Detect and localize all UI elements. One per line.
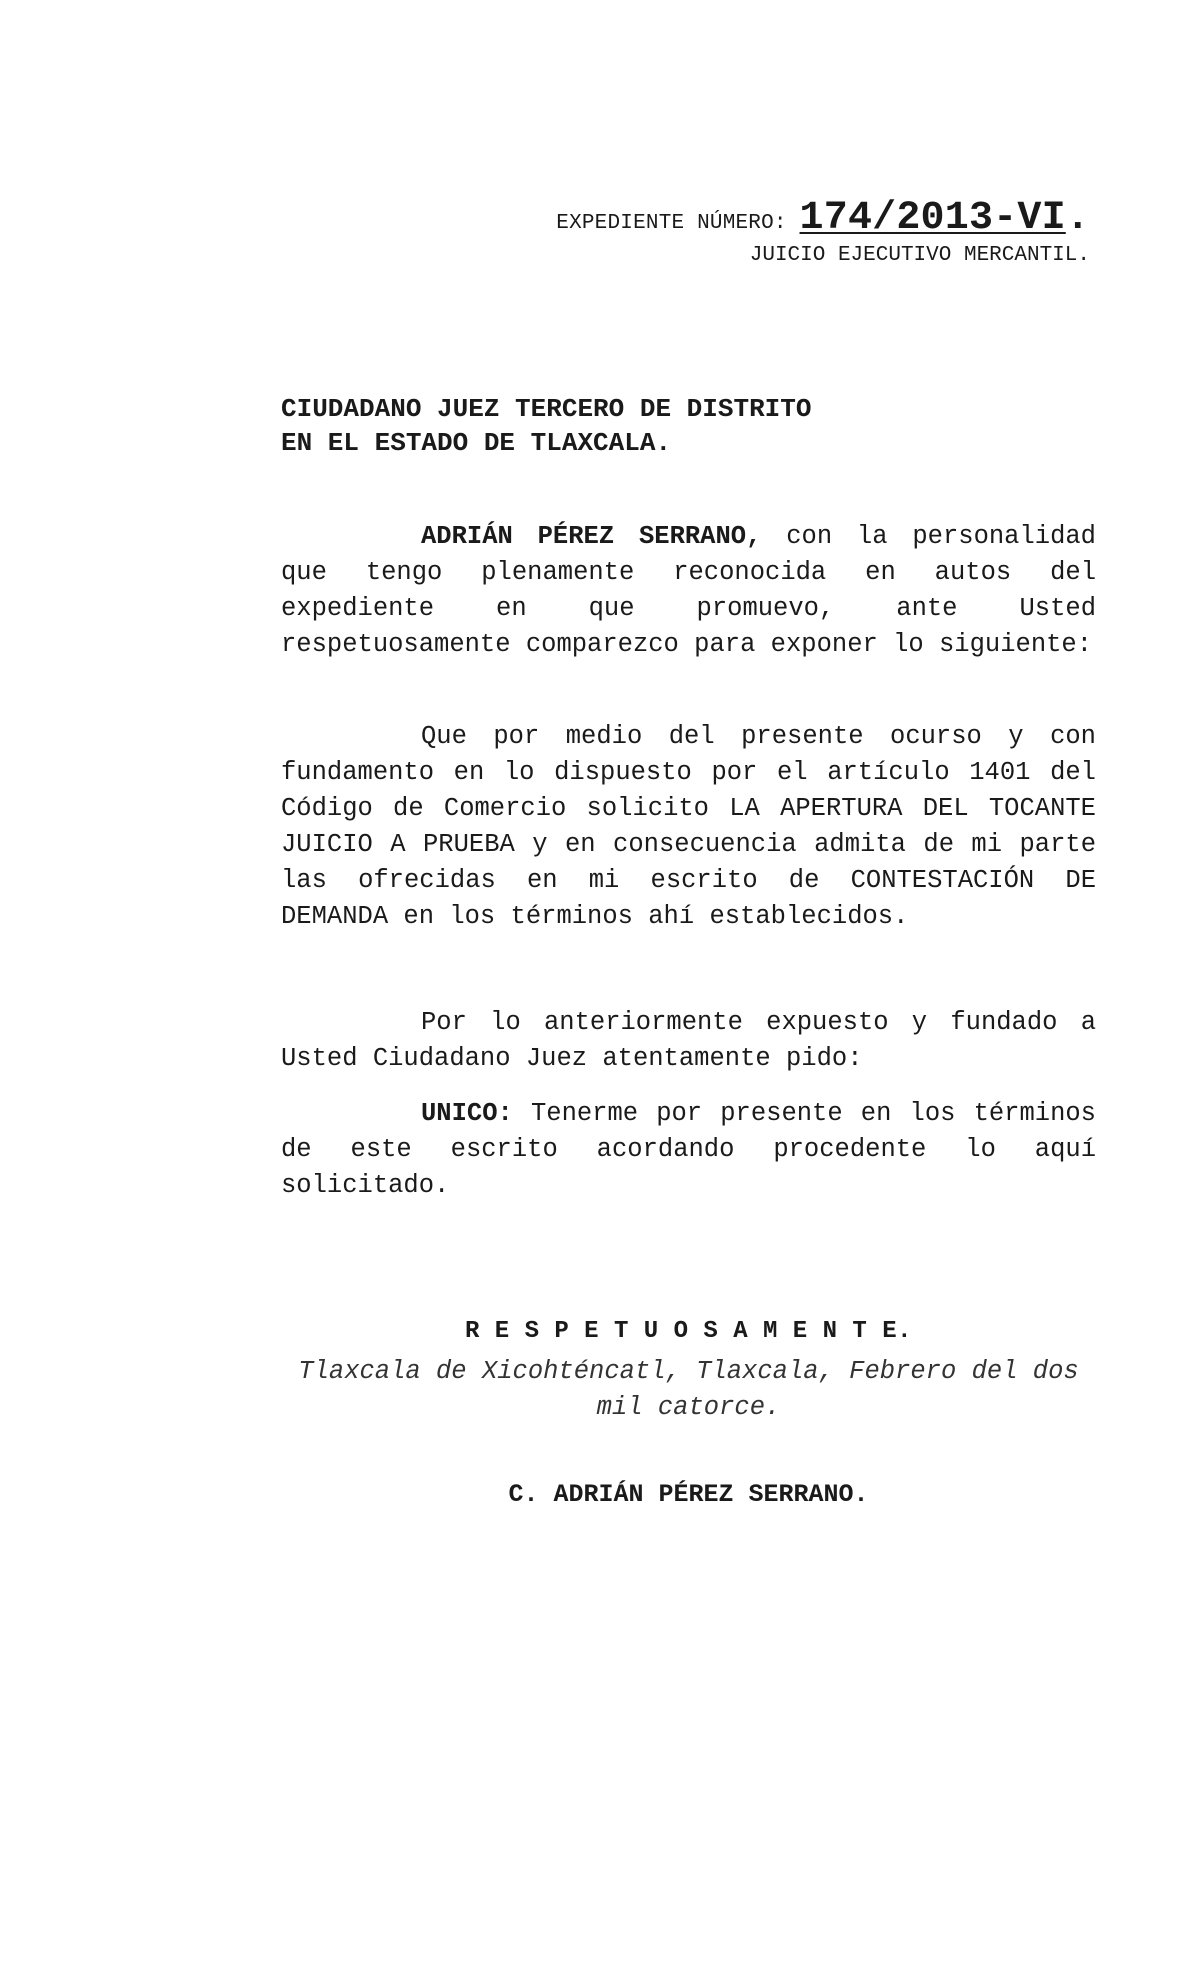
expediente-label: EXPEDIENTE NÚMERO: (556, 212, 787, 235)
paragraph-petition (281, 1005, 1096, 1077)
paragraph-request (281, 719, 1096, 935)
recipient-line-1: CIUDADANO JUEZ TERCERO DE DISTRITO (281, 394, 812, 424)
paragraph-introduction (281, 519, 1096, 663)
recipient-line-2: EN EL ESTADO DE TLAXCALA. (281, 428, 672, 458)
expediente-number: 174/2013-VI (799, 196, 1066, 241)
respectfully-line: R E S P E T U O S A M E N T E. (464, 1318, 913, 1345)
recipient-block (281, 392, 812, 460)
case-header (556, 196, 1090, 268)
place-date: Tlaxcala de Xicohténcatl, Tlaxcala, Febrero del dos mil catorce. (298, 1357, 1079, 1422)
paragraph-introduction-text: con la personalidad que tengo plenamente reconocida en autos del expediente en que promuevo, ante Usted respetuosamente comparezco para exponer lo siguiente: (281, 522, 1096, 659)
juicio-type: JUICIO EJECUTIVO MERCANTIL. (749, 244, 1090, 267)
unico-label: UNICO: (421, 1099, 513, 1128)
paragraph-petition-text: Por lo anteriormente expuesto y fundado a Usted Ciudadano Juez atentamente pido: (281, 1008, 1096, 1073)
signature-name: C. ADRIÁN PÉREZ SERRANO. (508, 1480, 869, 1509)
expediente-line (556, 196, 1090, 242)
expediente-suffix: . (1065, 196, 1090, 241)
paragraph-unico (281, 1096, 1096, 1204)
paragraph-request-text: Que por medio del presente ocurso y con fundamento en lo dispuesto por el artículo 1401 del Código de Comercio solicito LA APERTURA DEL TOCANTE JUICIO A PRUEBA y en consecuencia admita de mi parte las ofrecidas en mi escrito de CONTESTACIÓN DE DEMANDA en los términos ahí establecidos. (281, 722, 1096, 931)
paragraph-unico-text: Tenerme por presente en los términos de este escrito acordando procedente lo aquí solicitado. (281, 1099, 1096, 1200)
promovente-name: ADRIÁN PÉREZ SERRANO, (421, 522, 762, 551)
